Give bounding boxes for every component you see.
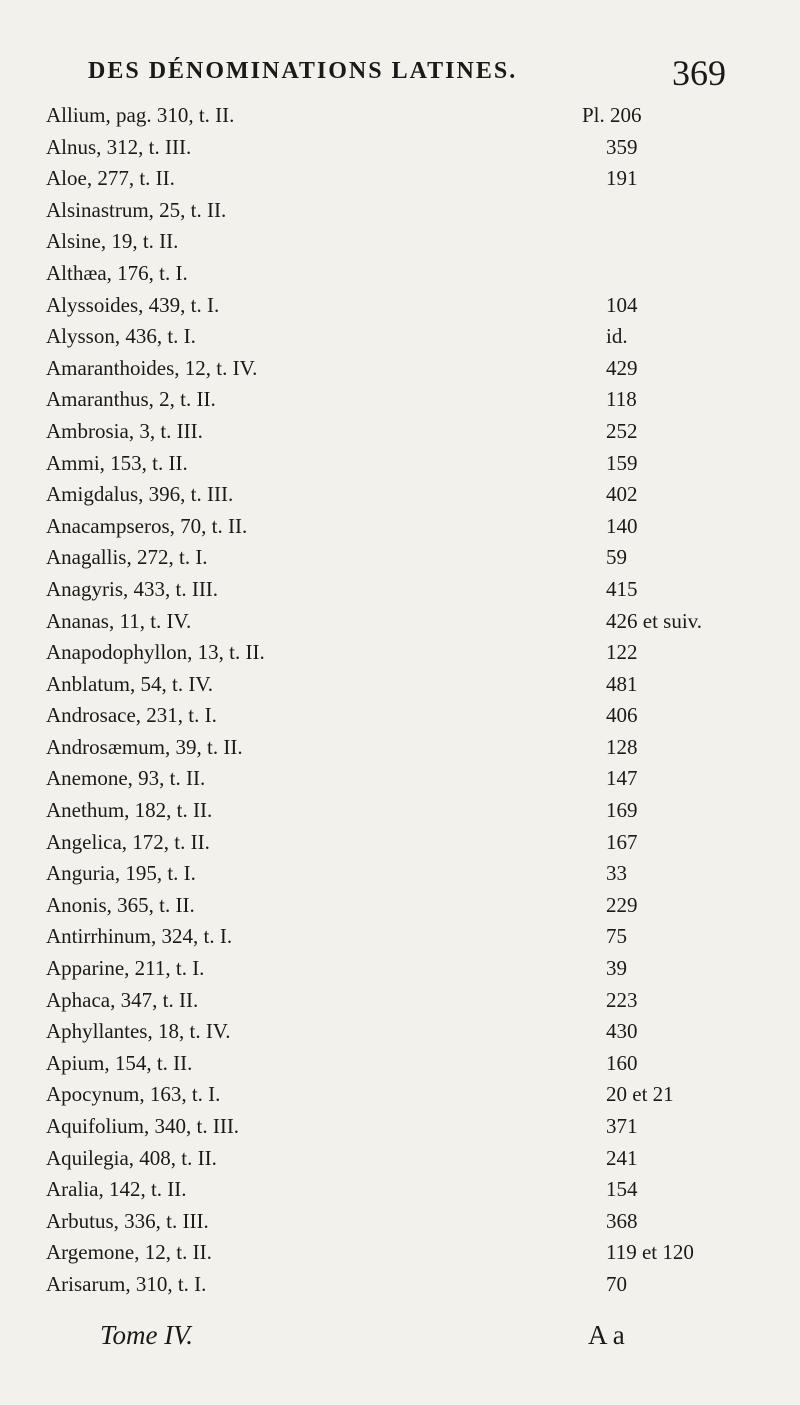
entry-plate: 481	[606, 671, 638, 696]
entry-term: Anacampseros, 70, t. II.	[46, 513, 248, 538]
index-entry	[46, 1111, 756, 1143]
index-entry	[46, 448, 756, 480]
index-entry	[46, 163, 756, 195]
entry-plate: 154	[606, 1177, 638, 1202]
entry-plate: 59	[606, 545, 627, 570]
entry-plate: 241	[606, 1145, 638, 1170]
entry-term: Arisarum, 310, t. I.	[46, 1271, 207, 1296]
index-entry	[46, 732, 756, 764]
index-entry	[46, 700, 756, 732]
index-entry	[46, 795, 756, 827]
entry-term: Alsinastrum, 25, t. II.	[46, 197, 227, 222]
entry-plate: 104	[606, 292, 638, 317]
entry-term: Amigdalus, 396, t. III.	[46, 482, 234, 507]
index-entry	[46, 985, 756, 1017]
index-entry	[46, 953, 756, 985]
entry-term: Androsæmum, 39, t. II.	[46, 734, 243, 759]
entry-term: Aquifolium, 340, t. III.	[46, 1114, 240, 1138]
index-entry	[46, 827, 756, 859]
index-entry	[46, 353, 756, 385]
entry-plate: 252	[606, 418, 638, 443]
entry-plate: 147	[606, 766, 638, 791]
page-footer	[100, 1320, 660, 1360]
entry-term: Alysson, 436, t. I.	[46, 324, 196, 349]
entry-term: Amaranthus, 2, t. II.	[46, 387, 216, 412]
entry-plate: 128	[606, 734, 638, 759]
entry-term: Apparine, 211, t. I.	[46, 956, 205, 981]
entry-plate: 33	[606, 861, 627, 886]
entry-term: Amaranthoides, 12, t. IV.	[46, 355, 258, 380]
entry-term: Argemone, 12, t. II.	[46, 1240, 212, 1265]
entry-term: Ambrosia, 3, t. III.	[46, 418, 203, 443]
index-entry	[46, 226, 756, 258]
entry-term: Anemone, 93, t. II.	[46, 766, 206, 791]
index-entry	[46, 290, 756, 322]
index-entry	[46, 921, 756, 953]
entry-plate: 402	[606, 482, 638, 507]
entry-term: Anblatum, 54, t. IV.	[46, 671, 214, 696]
entry-term: Apocynum, 163, t. I.	[46, 1082, 221, 1107]
entry-term: Aphaca, 347, t. II.	[46, 987, 199, 1012]
entry-term: Androsace, 231, t. I.	[46, 703, 217, 728]
entry-plate: 122	[606, 640, 638, 665]
running-title: DES DÉNOMINATIONS LATINES.	[88, 58, 518, 84]
entry-plate: 229	[606, 892, 638, 917]
entry-plate: 118	[606, 387, 637, 412]
entry-plate: 371	[606, 1114, 638, 1138]
entry-term: Aphyllantes, 18, t. IV.	[46, 1019, 231, 1044]
entry-plate: id.	[606, 324, 628, 349]
entry-plate: 415	[606, 576, 638, 601]
entry-plate: 160	[606, 1050, 638, 1075]
entry-term: Apium, 154, t. II.	[46, 1050, 193, 1075]
index-entry	[46, 132, 756, 164]
entry-term: Anapodophyllon, 13, t. II.	[46, 640, 265, 665]
index-entry	[46, 100, 756, 132]
index-entry	[46, 1174, 756, 1206]
entry-plate: 429	[606, 355, 638, 380]
entry-term: Antirrhinum, 324, t. I.	[46, 924, 233, 949]
tome-label: Tome IV.	[100, 1320, 194, 1350]
index-entry	[46, 1079, 756, 1111]
entry-term: Aralia, 142, t. II.	[46, 1177, 187, 1202]
entry-term: Aloe, 277, t. II.	[46, 166, 175, 191]
entry-term: Ammi, 153, t. II.	[46, 450, 188, 475]
entry-plate: 426 et suiv.	[606, 608, 703, 633]
index-entry	[46, 542, 756, 574]
index-entry	[46, 511, 756, 543]
entry-term: Alsine, 19, t. II.	[46, 229, 179, 254]
entry-plate: 368	[606, 1208, 638, 1233]
entry-term: Alyssoides, 439, t. I.	[46, 292, 220, 317]
index-entry	[46, 1269, 756, 1301]
index-entry	[46, 1206, 756, 1238]
entry-plate: 223	[606, 987, 638, 1012]
index-entry	[46, 1143, 756, 1175]
index-entry	[46, 574, 756, 606]
entry-plate: 70	[606, 1271, 627, 1296]
index-entry	[46, 416, 756, 448]
index-entry	[46, 1237, 756, 1269]
entry-plate: 39	[606, 956, 627, 981]
entry-plate: Pl. 206	[582, 103, 642, 127]
index-entry	[46, 195, 756, 227]
entry-term: Aquilegia, 408, t. II.	[46, 1145, 217, 1170]
index-entry	[46, 858, 756, 890]
index-entry	[46, 890, 756, 922]
page-number: 369	[672, 53, 726, 93]
entry-plate: 167	[606, 829, 638, 854]
entry-plate: 359	[606, 134, 638, 159]
entry-term: Anonis, 365, t. II.	[46, 892, 195, 917]
index-entry	[46, 1048, 756, 1080]
entry-term: Angelica, 172, t. II.	[46, 829, 210, 854]
entry-term: Althæa, 176, t. I.	[46, 260, 188, 285]
index-entry	[46, 763, 756, 795]
entry-plate: 191	[606, 166, 638, 191]
entry-term: Ananas, 11, t. IV.	[46, 608, 192, 633]
signature-mark: A a	[588, 1320, 625, 1350]
index-entry	[46, 606, 756, 638]
entry-term: Alnus, 312, t. III.	[46, 134, 192, 159]
latin-names-index	[46, 100, 756, 1301]
entry-plate: 406	[606, 703, 638, 728]
index-entry	[46, 637, 756, 669]
entry-term: Anguria, 195, t. I.	[46, 861, 196, 886]
index-entry	[46, 669, 756, 701]
entry-term: Anagyris, 433, t. III.	[46, 576, 219, 601]
index-entry	[46, 384, 756, 416]
entry-plate: 159	[606, 450, 638, 475]
entry-plate: 430	[606, 1019, 638, 1044]
entry-term: Arbutus, 336, t. III.	[46, 1208, 209, 1233]
entry-plate: 75	[606, 924, 627, 949]
entry-plate: 169	[606, 798, 638, 823]
entry-plate: 140	[606, 513, 638, 538]
index-entry	[46, 321, 756, 353]
index-entry	[46, 258, 756, 290]
page-header	[88, 52, 738, 96]
index-entry	[46, 479, 756, 511]
entry-term: Allium, pag. 310, t. II.	[46, 103, 235, 127]
entry-term: Anagallis, 272, t. I.	[46, 545, 208, 570]
entry-plate: 20 et 21	[606, 1082, 674, 1107]
entry-term: Anethum, 182, t. II.	[46, 798, 213, 823]
index-entry	[46, 1016, 756, 1048]
entry-plate: 119 et 120	[606, 1240, 694, 1265]
